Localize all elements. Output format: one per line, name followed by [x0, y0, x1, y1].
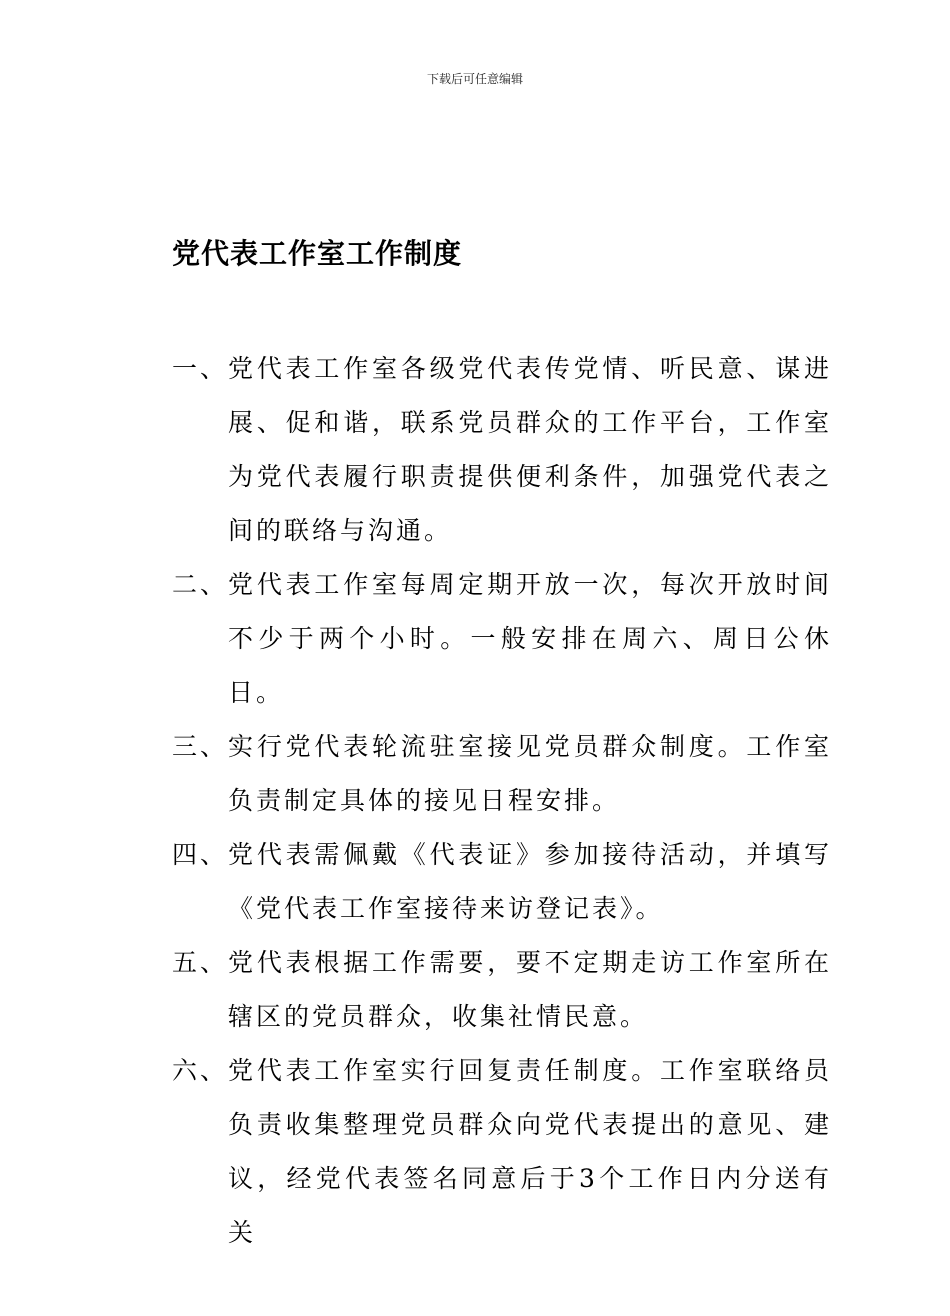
header-note: 下载后可任意编辑 — [426, 72, 523, 86]
rule-text: 党代表根据工作需要，要不定期走访工作室所在辖区的党员群众，收集社情民意。 — [228, 948, 832, 1031]
rule-text: 实行党代表轮流驻室接见党员群众制度。工作室负责制定具体的接见日程安排。 — [228, 732, 832, 815]
rule-item-4 — [172, 828, 832, 936]
rule-number: 一、 — [172, 354, 229, 383]
rule-item-3 — [172, 720, 832, 828]
rule-item-2 — [172, 558, 832, 720]
rule-text: 党代表工作室实行回复责任制度。工作室联络员负责收集整理党员群众向党代表提出的意见、建议，经党代表签名同意后于3个工作日内分送有关 — [228, 1056, 832, 1247]
rule-item-5 — [172, 936, 832, 1044]
rule-number: 五、 — [172, 948, 229, 977]
rule-item-1 — [172, 342, 832, 558]
rule-number: 三、 — [172, 732, 229, 761]
rule-text: 党代表需佩戴《代表证》参加接待活动，并填写《党代表工作室接待来访登记表》。 — [228, 840, 832, 923]
rule-number: 二、 — [172, 570, 229, 599]
rule-number: 四、 — [172, 840, 229, 869]
rules-list — [172, 342, 832, 1260]
document-title: 党代表工作室工作制度 — [172, 237, 463, 270]
rule-item-6 — [172, 1044, 832, 1260]
rule-text: 党代表工作室每周定期开放一次，每次开放时间不少于两个小时。一般安排在周六、周日公休日。 — [228, 570, 832, 707]
rule-number: 六、 — [172, 1056, 229, 1085]
rule-text: 党代表工作室各级党代表传党情、听民意、谋进展、促和谐，联系党员群众的工作平台，工作室为党代表履行职责提供便利条件，加强党代表之间的联络与沟通。 — [228, 354, 832, 545]
